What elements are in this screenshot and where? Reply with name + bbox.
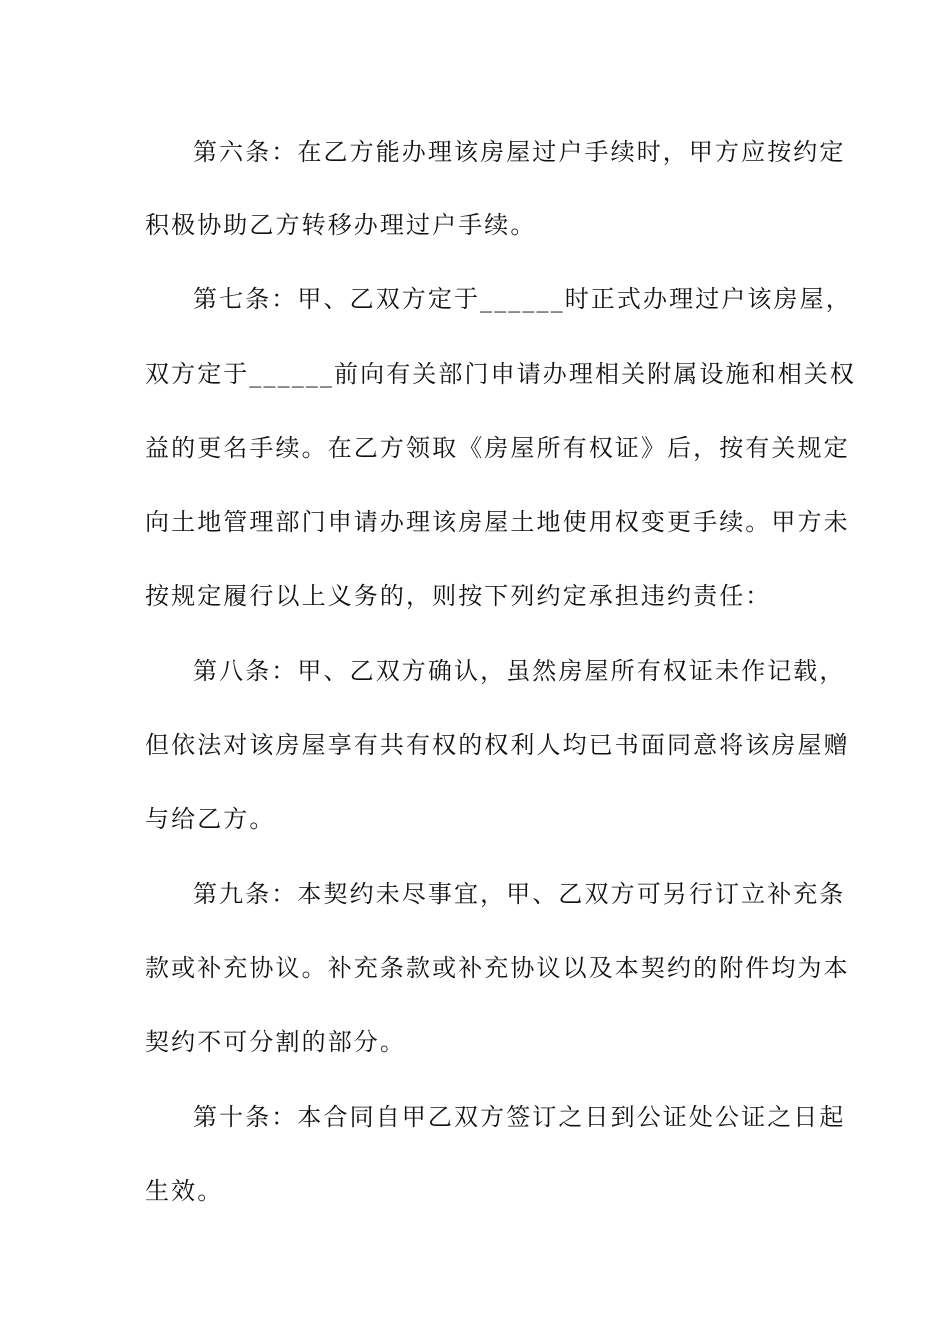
clause-7-line-1: 第七条：甲、乙双方定于______时正式办理过户该房屋，	[193, 285, 852, 313]
clause-8-line-3: 与给乙方。	[145, 805, 276, 833]
clause-7-line-2: 双方定于______前向有关部门申请办理相关附属设施和相关权	[145, 360, 856, 388]
clause-10-line-2: 生效。	[145, 1177, 224, 1205]
clause-6-line-2: 积极协助乙方转移办理过户手续。	[145, 211, 537, 239]
clause-8-line-1: 第八条：甲、乙双方确认，虽然房屋所有权证未作记载，	[193, 657, 846, 685]
clause-6-line-1: 第六条：在乙方能办理该房屋过户手续时，甲方应按约定	[193, 138, 846, 166]
clause-7-line-3: 益的更名手续。在乙方领取《房屋所有权证》后，按有关规定	[145, 434, 850, 462]
clause-8-line-2: 但依法对该房屋享有共有权的权利人均已书面同意将该房屋赠	[145, 731, 850, 759]
clause-7-line-4: 向土地管理部门申请办理该房屋土地使用权变更手续。甲方未	[145, 508, 850, 536]
clause-9-line-3: 契约不可分割的部分。	[145, 1028, 406, 1056]
clause-9-line-2: 款或补充协议。补充条款或补充协议以及本契约的附件均为本	[145, 954, 850, 982]
clause-9-line-1: 第九条：本契约未尽事宜，甲、乙双方可另行订立补充条	[193, 880, 846, 908]
clause-7-line-5: 按规定履行以上义务的，则按下列约定承担违约责任：	[145, 582, 772, 610]
clause-10-line-1: 第十条：本合同自甲乙双方签订之日到公证处公证之日起	[193, 1103, 846, 1131]
